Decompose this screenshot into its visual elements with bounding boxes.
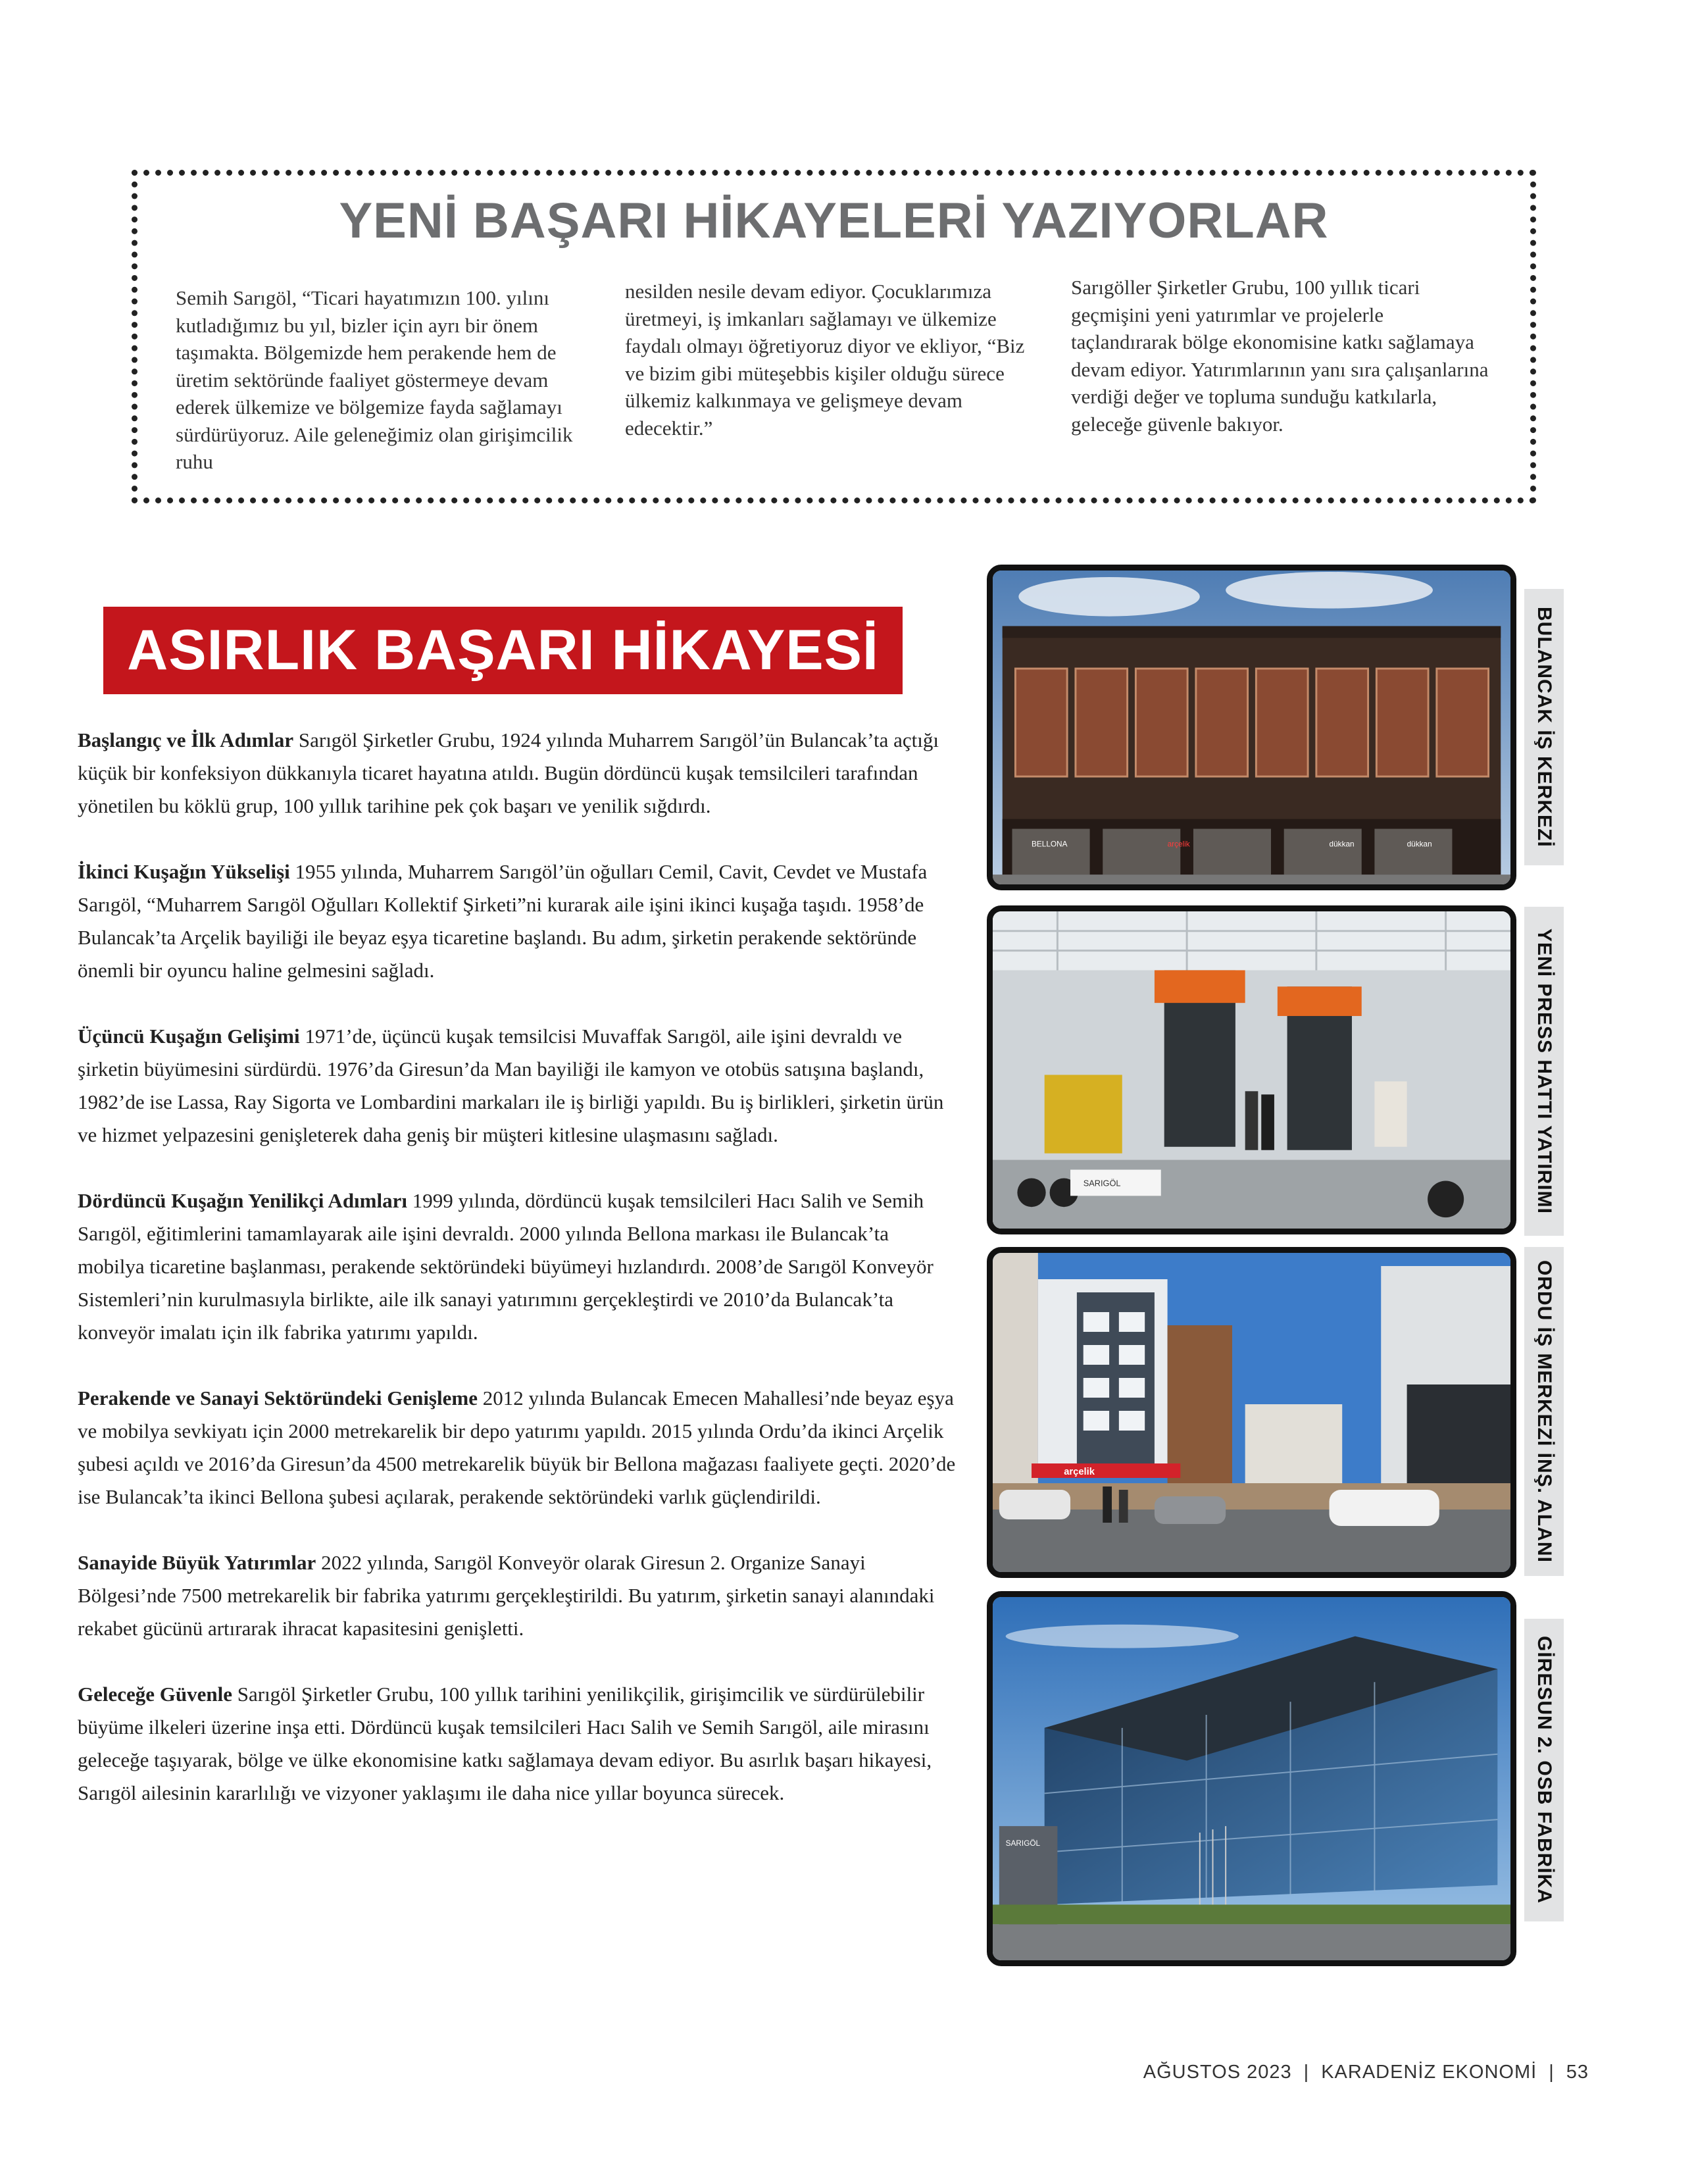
box-column-2: nesilden nesile devam ediyor. Çocuklarımıza üretmeyi, iş imkanları sağlamayı ve ülkemize faydalı olmayı öğretiyoruz diyor ve ekliyor, “Biz ve bizim gibi müteşebbis kişiler olduğu sürece ülkemiz kalkınmaya ve gelişmeye devam edecektir.” <box>625 280 1025 440</box>
section-lead: Üçüncü Kuşağın Gelişimi <box>78 1025 300 1048</box>
box-column-3: Sarıgöller Şirketler Grubu, 100 yıllık ticari geçmişini yeni yatırımlar ve projelerle taçlandırarak bölge ekonomisine katkı sağlamaya devam ediyor. Yatırımlarının yanı sıra çalışanlarına verdiği değer ve topluma sunduğu katkılarla, geleceğe güvenle bakıyor. <box>1071 276 1489 436</box>
section-text: Sarıgöl Şirketler Grubu, 100 yıllık tarihini yenilikçilik, girişimcilik ve sürdürülebilir büyüme ilkeleri üzerine inşa etti. Dördüncü kuşak temsilcileri Hacı Salih ve Semih Sarıgöl, aile mirasını geleceğe taşıyarak, bölge ve ülke ekonomisine katkı sağlamaya devam ediyor. Bu asırlık başarı hikayesi, Sarıgöl ailesinin kararlılığı ve vizyoner yaklaşımı ile daha nice yıllar boyunca sürecek. <box>78 1683 932 1804</box>
section-text: 2022 yılında, Sarıgöl Konveyör olarak Giresun 2. Organize Sanayi Bölgesi’nde 7500 metrekarelik bir fabrika yatırımı gerçekleştirildi. Bu yatırım, şirketin sanayi alanındaki rekabet gücünü artırarak ihracat kapasitesini genişletti. <box>78 1551 935 1640</box>
photo-ordu-site <box>987 1247 1516 1578</box>
section-6 <box>78 1546 959 1645</box>
sign-dukkan: dükkan <box>1329 839 1355 849</box>
photo-press-line <box>987 905 1516 1234</box>
section-text: 2012 yılında Bulancak Emecen Mahallesi’nde beyaz eşya ve mobilya sevkiyatı için 2000 metrekarelik bir depo yatırımı yapıldı. 2015 yılında Ordu’da ikinci Arçelik şubesi açıldı ve 2016’da Giresun’da 4500 metrekarelik büyük bir Bellona mağazası faaliyete geçti. 2020’de ise Bulancak’ta ikinci Bellona şubesi açılarak, perakende sektöründeki varlık güçlendirildi. <box>78 1386 956 1508</box>
photo-label-4: GİRESUN 2. OSB FABRİKA <box>1524 1619 1564 1921</box>
issue-date: AĞUSTOS 2023 <box>1143 2062 1292 2083</box>
section-3 <box>78 1020 959 1152</box>
section-lead: İkinci Kuşağın Yükselişi <box>78 860 290 883</box>
sign-arcelik: arçelik <box>1167 839 1190 849</box>
article-body <box>78 724 959 1842</box>
sign-sarigol: SARIGÖL <box>1005 1838 1041 1848</box>
section-text: Sarıgöl Şirketler Grubu, 1924 yılında Muharrem Sarıgöl’ün Bulancak’ta açtığı küçük bir konfeksiyon dükkanıyla ticaret hayatına atıldı. Bugün dördüncü kuşak temsilcileri tarafından yönetilen bu köklü grup, 100 yıllık tarihine pek çok başarı ve yenilik sığdırdı. <box>78 728 939 817</box>
photo-label-3: ORDU İŞ MERKEZİ İNŞ. ALANI <box>1524 1247 1564 1576</box>
sign-arcelik: arçelik <box>1064 1466 1095 1478</box>
box-column-1: Semih Sarıgöl, “Ticari hayatımızın 100. yılını kutladığımız bu yıl, bizler için ayrı bir önem taşımakta. Bölgemizde hem perakende hem de üretim sektöründe faaliyet göstermeye devam ederek ülkemize ve bölgemize fayda sağlamayı sürdürüyoruz. Aile geleneğimiz olan girişimcilik ruhu <box>176 286 573 473</box>
page-footer <box>1143 2062 1589 2083</box>
section-lead: Dördüncü Kuşağın Yenilikçi Adımları <box>78 1189 407 1212</box>
photo-bulancak-building <box>987 565 1516 890</box>
box-title: YENİ BAŞARI HİKAYELERİ YAZIYORLAR <box>339 193 1329 249</box>
magazine-name: KARADENİZ EKONOMİ <box>1321 2062 1537 2083</box>
sign-dukkan: dükkan <box>1407 839 1432 849</box>
section-lead: Sanayide Büyük Yatırımlar <box>78 1551 316 1574</box>
section-5 <box>78 1382 959 1513</box>
section-text: 1955 yılında, Muharrem Sarıgöl’ün oğulları Cemil, Cavit, Cevdet ve Mustafa Sarıgöl, “Muharrem Sarıgöl Oğulları Kollektif Şirketi”ni kurarak aile işini ikinci kuşağa taşıdı. 1958’de Bulancak’ta Arçelik bayiliği ile beyaz eşya ticaretine başlandı. Bu adım, şirketin perakende sektöründe önemli bir oyuncu haline gelmesini sağladı. <box>78 860 928 982</box>
section-heading: ASIRLIK BAŞARI HİKAYESİ <box>103 607 903 694</box>
page-number: 53 <box>1566 2062 1589 2083</box>
section-2 <box>78 855 959 987</box>
sign-sarigol: SARIGÖL <box>1083 1178 1121 1188</box>
section-text: 1999 yılında, dördüncü kuşak temsilcileri Hacı Salih ve Semih Sarıgöl, eğitimlerini tamamlayarak aile işini devraldı. 2000 yılında Bellona markası ile Bulancak’ta mobilya ticaretine başlanması, perakende sektöründeki büyümeyi hızlandırdı. 2008’de Sarıgöl Konveyör Sistemleri’nin kurulmasıyla birlikte, aile ilk sanayi yatırımını gerçekleştirdi ve 2010’da Bulancak’ta konveyör imalatı için ilk fabrika yatırımı yapıldı. <box>78 1189 934 1344</box>
section-text: 1971’de, üçüncü kuşak temsilcisi Muvaffak Sarıgöl, aile işini devraldı ve şirketin büyümesini sürdürdü. 1976’da Giresun’da Man bayiliği ile kamyon ve otobüs satışına başlandı, 1982’de ise Lassa, Ray Sigorta ve Lombardini markaları ile iş birliği yapıldı. Bu iş birlikleri, şirketin ürün ve hizmet yelpazesini genişleterek daha geniş bir müşteri kitlesine ulaşmasını sağladı. <box>78 1025 944 1146</box>
footer-separator: | <box>1303 2062 1310 2083</box>
footer-separator: | <box>1549 2062 1555 2083</box>
photo-label-2: YENİ PRESS HATTI YATIRIMI <box>1524 907 1564 1236</box>
photo-label-1: BULANCAK İŞ KERKEZİ <box>1524 589 1564 865</box>
section-lead: Perakende ve Sanayi Sektöründeki Genişleme <box>78 1386 478 1409</box>
photo-giresun-factory <box>987 1591 1516 1966</box>
section-4 <box>78 1184 959 1349</box>
section-lead: Başlangıç ve İlk Adımlar <box>78 728 294 751</box>
section-7 <box>78 1678 959 1810</box>
section-lead: Geleceğe Güvenle <box>78 1683 232 1706</box>
sign-bellona: BELLONA <box>1032 839 1068 849</box>
section-1 <box>78 724 959 823</box>
